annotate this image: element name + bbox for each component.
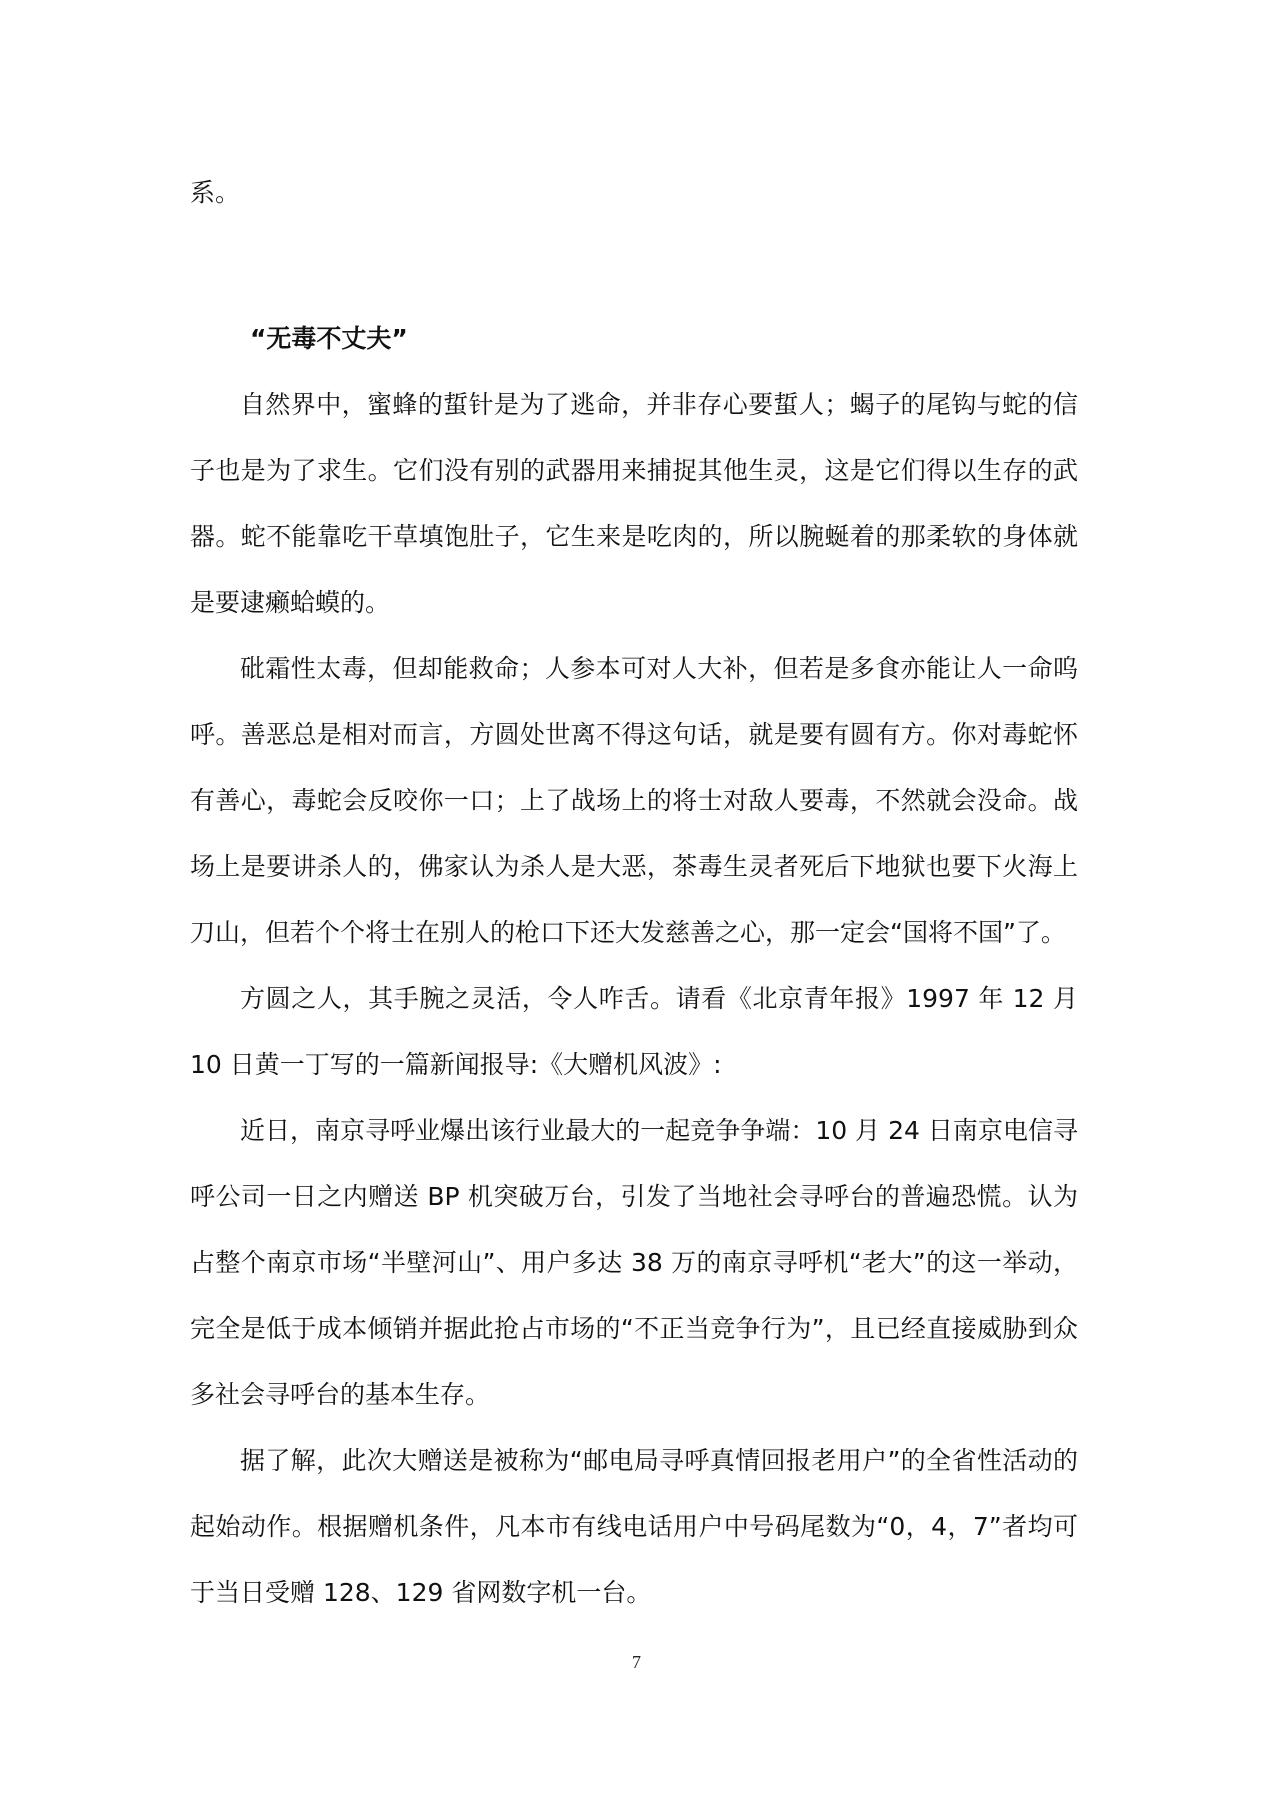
- paragraph: 据了解，此次大赠送是被称为“邮电局寻呼真情回报老用户”的全省性活动的起始动作。根据赠机条件，凡本市有线电话用户中号码尾数为“0，4，7”者均可于当日受赠 128、129 省网数字机一台。: [190, 1446, 1078, 1607]
- paragraph: 砒霜性太毒，但却能救命；人参本可对人大补，但若是多食亦能让人一命呜呼。善恶总是相对而言，方圆处世离不得这句话，就是要有圆有方。你对毒蛇怀有善心，毒蛇会反咬你一口；上了战场上的将士对敌人要毒，不然就会没命。战场上是要讲杀人的，佛家认为杀人是大恶，茶毒生灵者死后下地狱也要下火海上刀山，但若个个将士在别人的枪口下还大发慈善之心，那一定会“国将不国”了。: [190, 654, 1078, 947]
- paragraph: 近日，南京寻呼业爆出该行业最大的一起竞争争端：10 月 24 日南京电信寻呼公司一日之内赠送 BP 机突破万台，引发了当地社会寻呼台的普遍恐慌。认为占整个南京市场“半壁河山”、用户多达 38 万的南京寻呼机“老大”的这一举动，完全是低于成本倾销并据此抢占市场的“不正当竞争行为”，且已经直接威胁到众多社会寻呼台的基本生存。: [190, 1116, 1078, 1409]
- section-spacer: [190, 226, 1078, 306]
- paragraph: 自然界中，蜜蜂的蜇针是为了逃命，并非存心要蜇人；蝎子的尾钩与蛇的信子也是为了求生。它们没有别的武器用来捕捉其他生灵，这是它们得以生存的武器。蛇不能靠吃干草填饱肚子，它生来是吃肉的，所以腕蜒着的那柔软的身体就是要逮癞蛤蟆的。: [190, 390, 1078, 617]
- section-heading: “无毒不丈夫”: [250, 324, 408, 353]
- page-number: 7: [632, 1652, 641, 1672]
- document-body: [190, 160, 1078, 1626]
- continuation-text: 系。: [190, 178, 241, 207]
- paragraph: 方圆之人，其手腕之灵活，令人咋舌。请看《北京青年报》1997 年 12 月 10 日黄一丁写的一篇新闻报导:《大赠机风波》:: [190, 984, 1078, 1079]
